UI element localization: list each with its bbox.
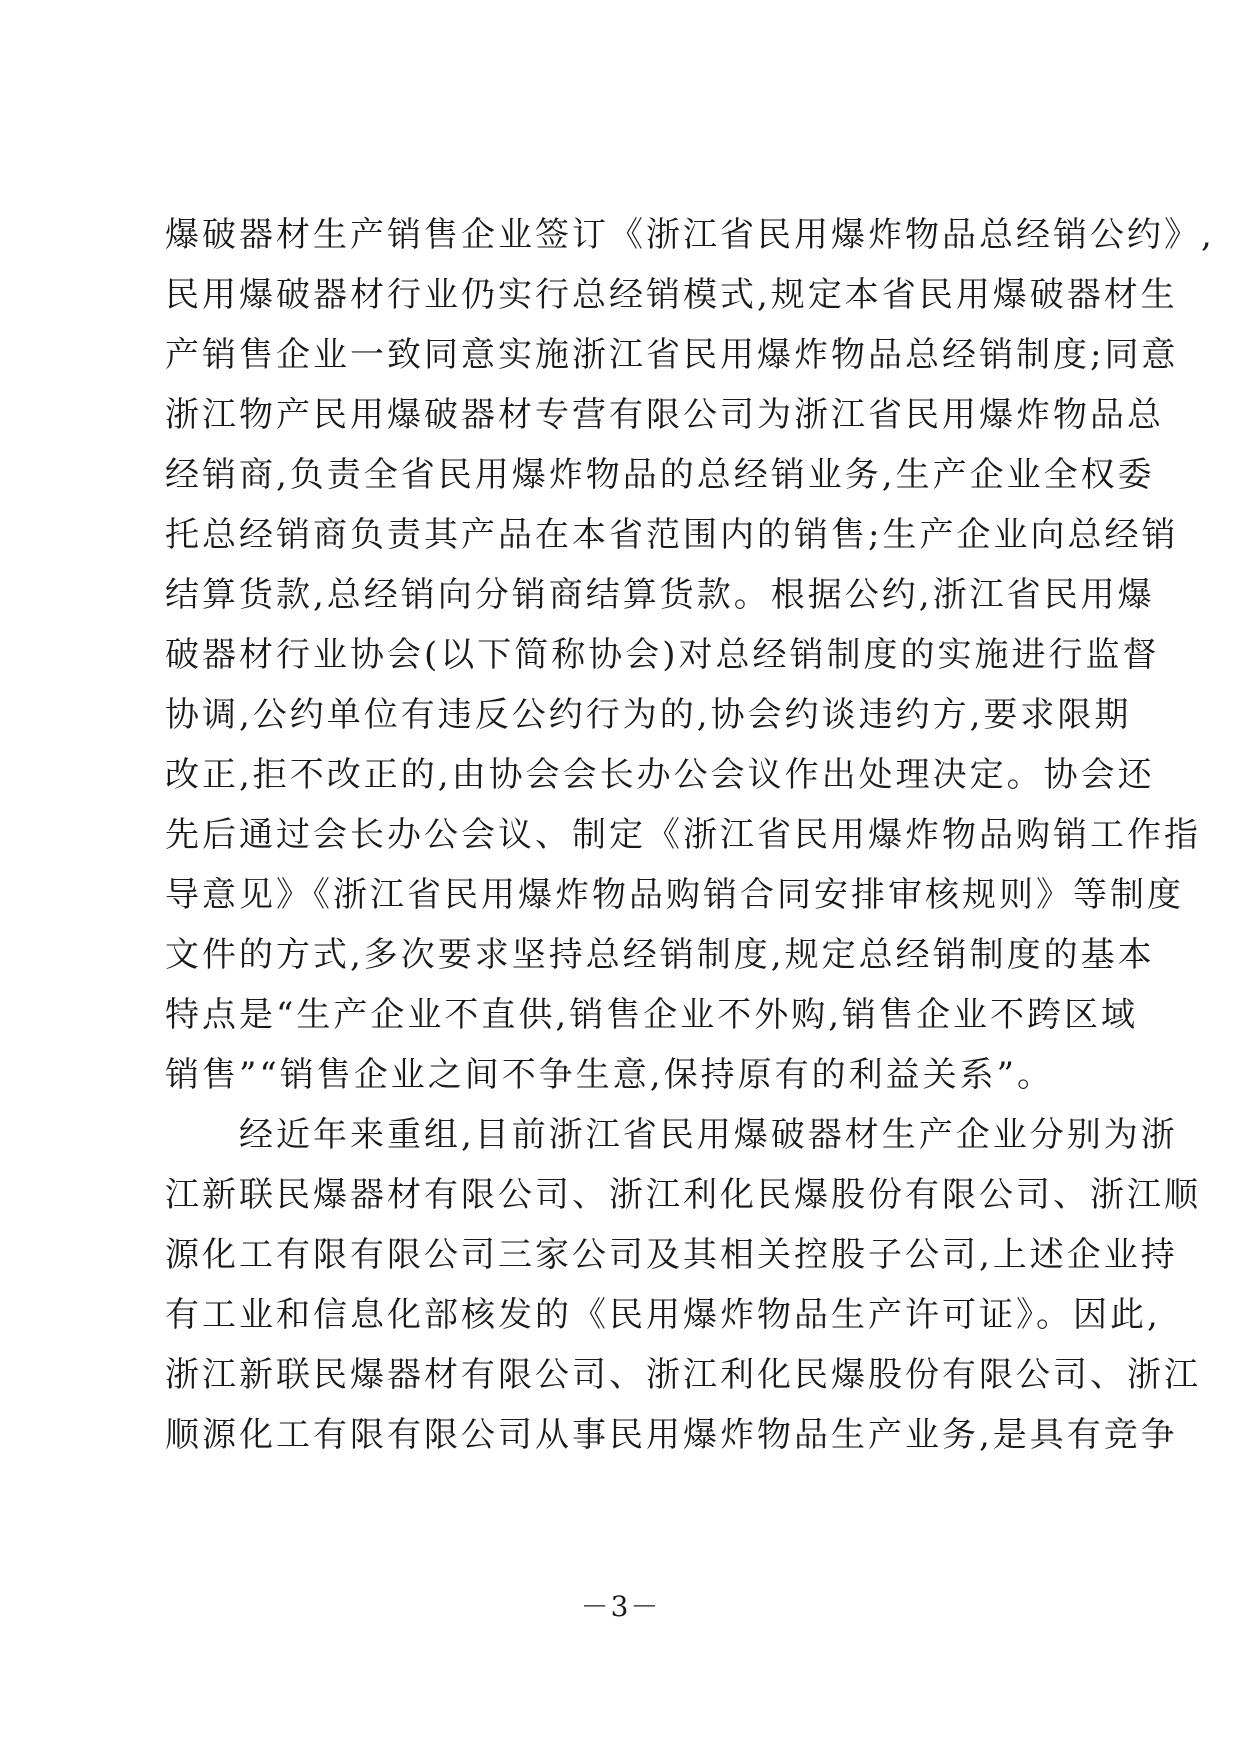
text-line: 民用爆破器材行业仍实行总经销模式,规定本省民用爆破器材生 (165, 275, 1178, 315)
text-line: 协调,公约单位有违反公约行为的,协会约谈违约方,要求限期 (165, 695, 1132, 735)
text-line: 导意见》《浙江省民用爆炸物品购销合同安排审核规则》等制度 (165, 875, 1184, 915)
text-line: 源化工有限有限公司三家公司及其相关控股子公司,上述企业持 (165, 1235, 1178, 1275)
text-line: 浙江新联民爆器材有限公司、浙江利化民爆股份有限公司、浙江 (165, 1355, 1201, 1395)
page-number: －3－ (580, 1590, 661, 1623)
text-line: 爆破器材生产销售企业签订《浙江省民用爆炸物品总经销公约》, (165, 215, 1215, 255)
text-line: 经近年来重组,目前浙江省民用爆破器材生产企业分别为浙 (239, 1115, 1178, 1155)
text-line: 产销售企业一致同意实施浙江省民用爆炸物品总经销制度;同意 (165, 335, 1179, 375)
text-line: 特点是“生产企业不直供,销售企业不外购,销售企业不跨区域 (165, 995, 1138, 1035)
text-line: 江新联民爆器材有限公司、浙江利化民爆股份有限公司、浙江顺 (165, 1175, 1201, 1215)
text-line: 销售”“销售企业之间不争生意,保持原有的利益关系”。 (165, 1055, 1054, 1095)
text-line: 有工业和信息化部核发的《民用爆炸物品生产许可证》。因此, (165, 1295, 1161, 1335)
text-line: 顺源化工有限有限公司从事民用爆炸物品生产业务,是具有竞争 (165, 1415, 1178, 1455)
text-line: 文件的方式,多次要求坚持总经销制度,规定总经销制度的基本 (165, 935, 1155, 975)
text-line: 改正,拒不改正的,由协会会长办公会议作出处理决定。协会还 (165, 755, 1155, 795)
text-line: 浙江物产民用爆破器材专营有限公司为浙江省民用爆炸物品总 (165, 395, 1164, 435)
text-line: 托总经销商负责其产品在本省范围内的销售;生产企业向总经销 (165, 515, 1179, 555)
text-line: 破器材行业协会(以下简称协会)对总经销制度的实施进行监督 (165, 635, 1160, 675)
paragraph-1 (165, 205, 1215, 1105)
document-body (165, 205, 1215, 1465)
paragraph-2 (165, 1105, 1201, 1465)
text-line: 结算货款,总经销向分销商结算货款。根据公约,浙江省民用爆 (165, 575, 1155, 615)
text-line: 先后通过会长办公会议、制定《浙江省民用爆炸物品购销工作指 (165, 815, 1201, 855)
text-line: 经销商,负责全省民用爆炸物品的总经销业务,生产企业全权委 (165, 455, 1155, 495)
